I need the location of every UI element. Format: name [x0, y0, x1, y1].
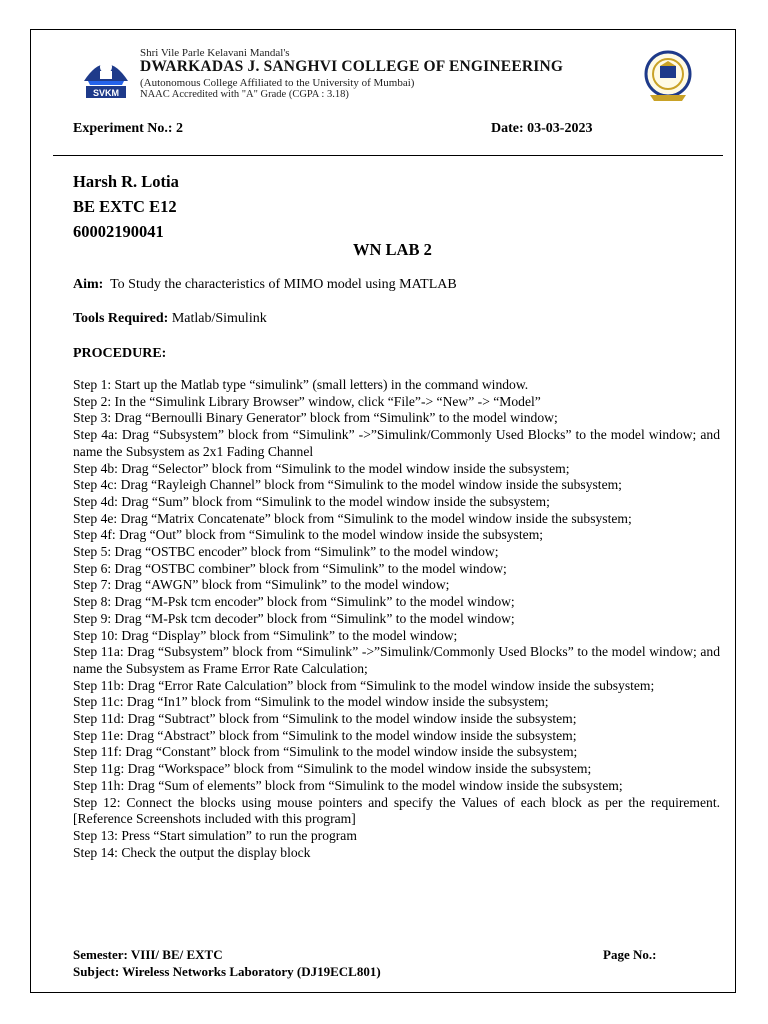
footer-subject: Subject: Wireless Networks Laboratory (DJ19ECL801): [73, 964, 381, 979]
header-line-naac: NAAC Accredited with "A" Grade (CGPA : 3.18): [140, 89, 349, 100]
college-header: [78, 47, 698, 103]
step-item: Step 11e: Drag “Abstract” block from “Simulink to the model window inside the subsystem;: [73, 727, 577, 743]
step-item: Step 11f: Drag “Constant” block from “Simulink to the model window inside the subsystem;: [73, 744, 578, 760]
college-emblem: [638, 49, 698, 103]
header-line-trust: Shri Vile Parle Kelavani Mandal's: [140, 47, 290, 59]
svg-text:SVKM: SVKM: [92, 88, 120, 98]
step-item: Step 4a: Drag “Subsystem” block from “Simulink” ->”Simulink/Commonly Used Blocks” to the model window; and name the Subsystem as 2x1 Fading Channel: [73, 427, 720, 459]
tools-paragraph: [73, 311, 267, 327]
step-item: Step 4b: Drag “Selector” block from “Simulink to the model window inside the subsystem;: [73, 460, 570, 476]
step-item: Step 4d: Drag “Sum” block from “Simulink to the model window inside the subsystem;: [73, 493, 550, 509]
step-item: Step 12: Connect the blocks using mouse pointers and specify the Values of each block as per the requirement. [Reference Screenshots included with this program]: [73, 794, 720, 827]
step-item: Step 11h: Drag “Sum of elements” block from “Simulink to the model window inside the subsystem;: [73, 777, 623, 793]
step-item: Step 11a: Drag “Subsystem” block from “Simulink” ->”Simulink/Commonly Used Blocks” to the model window; and name the Subsystem as Frame Error Rate Calculation;: [73, 644, 720, 676]
tools-text: Matlab/Simulink: [171, 311, 267, 326]
step-item: Step 8: Drag “M-Psk tcm encoder” block from “Simulink” to the model window;: [73, 594, 515, 610]
aim-text: To Study the characteristics of MIMO model using MATLAB: [110, 277, 457, 292]
header-line-college: DWARKADAS J. SANGHVI COLLEGE OF ENGINEERING: [140, 58, 564, 75]
step-item: Step 4e: Drag “Matrix Concatenate” block from “Simulink to the model window inside the subsystem;: [73, 510, 632, 526]
step-item: Step 11c: Drag “In1” block from “Simulink to the model window inside the subsystem;: [73, 694, 549, 710]
step-item: Step 11b: Drag “Error Rate Calculation” block from “Simulink to the model window inside the subsystem;: [73, 677, 655, 693]
step-item: Step 3: Drag “Bernoulli Binary Generator” block from “Simulink” to the model window;: [73, 410, 558, 426]
step-item: Step 4f: Drag “Out” block from “Simulink to the model window inside the subsystem;: [73, 527, 544, 543]
step-item: Step 2: In the “Simulink Library Browser” window, click “File”-> “New” -> “Model”: [73, 393, 541, 409]
header-line-affiliation: (Autonomous College Affiliated to the University of Mumbai): [140, 77, 415, 89]
footer-page-number: Page No.:: [603, 947, 657, 962]
step-item: Step 4c: Drag “Rayleigh Channel” block from “Simulink to the model window inside the subsystem;: [73, 477, 622, 493]
experiment-date: Date: 03-03-2023: [491, 121, 593, 136]
step-item: Step 7: Drag “AWGN” block from “Simulink” to the model window;: [73, 577, 450, 593]
aim-label: Aim:: [73, 277, 104, 292]
aim-paragraph: [73, 277, 457, 293]
step-item: Step 9: Drag “M-Psk tcm decoder” block from “Simulink” to the model window;: [73, 610, 515, 626]
tools-label: Tools Required:: [73, 311, 169, 326]
lab-title: WN LAB 2: [353, 240, 432, 259]
svkm-logo: [78, 53, 134, 99]
step-item: Step 14: Check the output the display block: [73, 844, 311, 860]
student-roll: 60002190041: [73, 222, 164, 241]
footer-semester: Semester: VIII/ BE/ EXTC: [73, 947, 223, 962]
step-item: Step 6: Drag “OSTBC combiner” block from “Simulink” to the model window;: [73, 560, 507, 576]
step-item: Step 10: Drag “Display” block from “Simulink” to the model window;: [73, 627, 458, 643]
step-item: Step 13: Press “Start simulation” to run the program: [73, 827, 357, 843]
procedure-heading: PROCEDURE:: [73, 346, 167, 361]
step-item: Step 11g: Drag “Workspace” block from “Simulink to the model window inside the subsystem;: [73, 761, 592, 777]
student-name: Harsh R. Lotia: [73, 172, 179, 191]
step-item: Step 11d: Drag “Subtract” block from “Simulink to the model window inside the subsystem;: [73, 711, 577, 727]
student-class: BE EXTC E12: [73, 197, 177, 216]
experiment-number: Experiment No.: 2: [73, 121, 184, 136]
header-divider: [53, 155, 723, 156]
procedure-steps: [73, 377, 720, 861]
step-item: Step 1: Start up the Matlab type “simulink” (small letters) in the command window.: [73, 377, 529, 392]
step-item: Step 5: Drag “OSTBC encoder” block from “Simulink” to the model window;: [73, 544, 499, 560]
